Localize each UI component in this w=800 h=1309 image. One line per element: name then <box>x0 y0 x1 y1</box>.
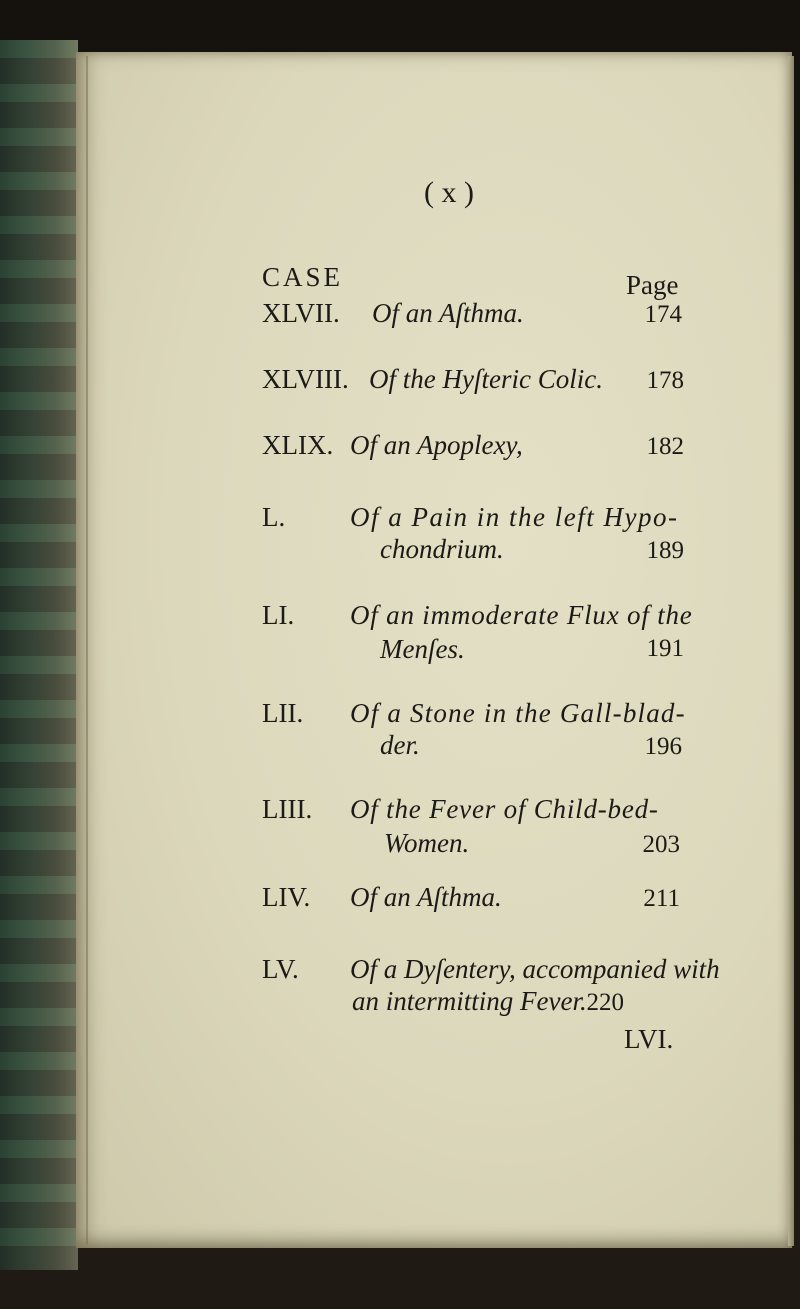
page-number: 196 <box>644 733 682 760</box>
case-number: LI. <box>262 600 295 630</box>
page-number: 191 <box>646 635 684 662</box>
case-number: L. <box>262 502 286 532</box>
case-title-line-1: Of a Dyſentery, accompanied with <box>350 954 720 984</box>
case-title-line-2: der. <box>380 730 420 760</box>
page-right-edge <box>788 56 794 1246</box>
case-title-line-2: an intermitting Fever. <box>352 986 587 1016</box>
case-number: XLIX. <box>262 430 334 460</box>
book-spine <box>0 40 78 1270</box>
case-title-line-1: Of the Fever of Child-bed- <box>350 794 659 824</box>
case-number: LII. <box>262 698 304 728</box>
page-gutter-line <box>86 56 88 1244</box>
page-number: 189 <box>646 537 684 564</box>
case-column-header: CASE <box>262 262 344 292</box>
page-number: 182 <box>646 433 684 460</box>
case-title-line-2: Women. <box>384 828 470 858</box>
catchword: LVI. <box>624 1024 674 1054</box>
case-title-line-1: Of a Stone in the Gall-blad- <box>350 698 686 728</box>
case-title-line-2: chondrium. <box>380 534 504 564</box>
page-number: 178 <box>646 367 684 394</box>
case-number: XLVII. <box>262 298 340 328</box>
case-title-line-2: Menſes. <box>380 634 465 664</box>
case-title: Of an Aſthma. <box>350 882 502 912</box>
page-number: 174 <box>644 301 682 328</box>
case-title-line-1: Of a Pain in the left Hypo- <box>350 502 679 532</box>
page-number: 220 <box>586 989 624 1016</box>
case-title: Of the Hyſteric Colic. <box>369 364 603 394</box>
case-title: Of an Aſthma. <box>372 298 524 328</box>
page-header: ( x ) <box>424 176 474 209</box>
case-title: Of an Apoplexy, <box>350 430 523 460</box>
case-title-line-1: Of an immoderate Flux of the <box>350 600 693 630</box>
case-number: LV. <box>262 954 299 984</box>
case-number: LIII. <box>262 794 313 824</box>
case-number: LIV. <box>262 882 311 912</box>
page-number: 211 <box>643 885 680 912</box>
page-number: 203 <box>642 831 680 858</box>
page-column-header: Page <box>626 270 679 300</box>
case-number: XLVIII. <box>262 364 349 394</box>
